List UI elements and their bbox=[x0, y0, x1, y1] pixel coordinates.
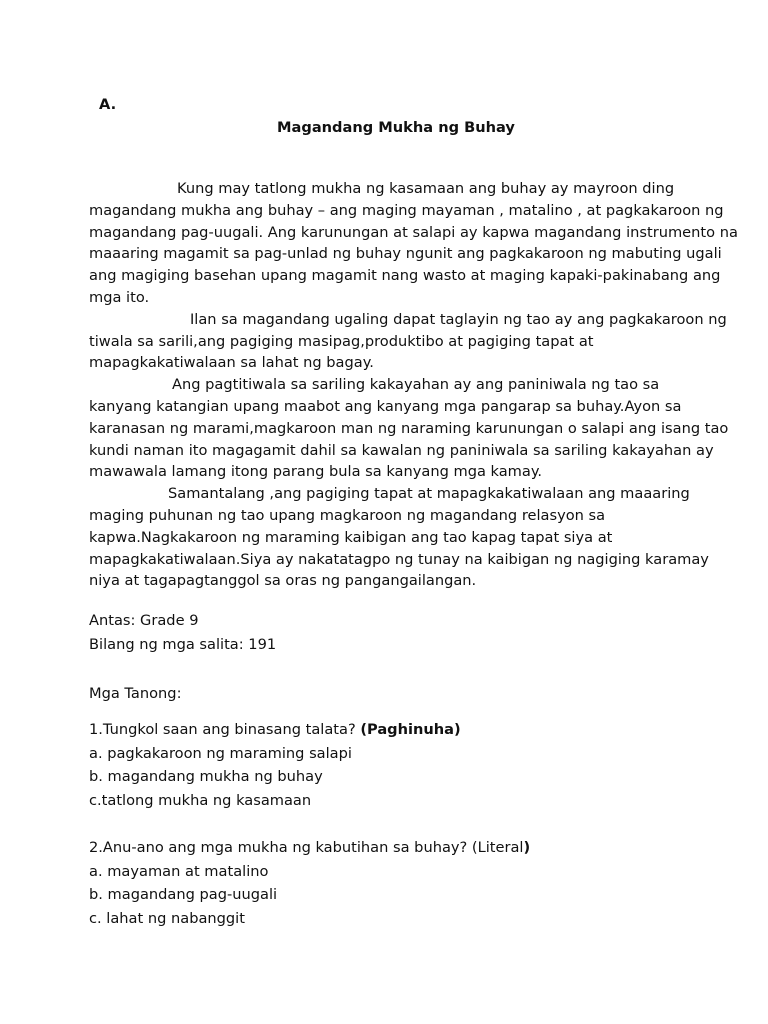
passage-line: maaaring magamit sa pag-unlad ng buhay ngunit ang pagkakaroon ng mabuting ugali bbox=[89, 245, 722, 263]
reading-passage bbox=[89, 178, 738, 592]
passage-meta bbox=[89, 609, 276, 656]
choice-item: a. mayaman at matalino bbox=[89, 862, 269, 880]
question-text: 2.Anu-ano ang mga mukha ng kabutihan sa buhay? (Literal) bbox=[89, 839, 531, 856]
passage-line: kundi naman ito magagamit dahil sa kawalan ng paniniwala sa sariling kakayahan ay bbox=[89, 441, 714, 459]
word-count: Bilang ng mga salita: 191 bbox=[89, 635, 277, 653]
passage-line: niya at tagapagtanggol sa oras ng pangangailangan. bbox=[89, 572, 477, 590]
passage-line: mga ito. bbox=[89, 288, 150, 306]
section-letter: A. bbox=[99, 96, 117, 113]
passage-line: magandang mukha ang buhay – ang maging mayaman , matalino , at pagkakaroon ng bbox=[89, 201, 724, 219]
document-title: Magandang Mukha ng Buhay bbox=[277, 119, 515, 136]
passage-line: mapagkakatiwalaan sa lahat ng bagay. bbox=[89, 354, 374, 372]
passage-line: Samantalang ,ang pagiging tapat at mapagkakatiwalaan ang maaaring bbox=[168, 485, 690, 503]
choice-item: c.tatlong mukha ng kasamaan bbox=[89, 791, 312, 809]
passage-line: Ang pagtitiwala sa sariling kakayahan ay ang paniniwala ng tao sa bbox=[172, 376, 660, 394]
passage-line: magandang pag-uugali. Ang karunungan at salapi ay kapwa magandang instrumento na bbox=[89, 223, 738, 241]
question-skill-tag: ) bbox=[523, 839, 531, 856]
passage-line: kapwa.Nagkakaroon ng maraming kaibigan ang tao kapag tapat siya at bbox=[89, 528, 613, 546]
passage-line: ang magiging basehan upang magamit nang wasto at maging kapaki-pakinabang ang bbox=[89, 267, 721, 285]
passage-line: Ilan sa magandang ugaling dapat taglayin ng tao ay ang pagkakaroon ng bbox=[190, 310, 727, 328]
choice-item: b. magandang mukha ng buhay bbox=[89, 768, 323, 785]
choice-item: c. lahat ng nabanggit bbox=[89, 909, 245, 927]
passage-line: kanyang katangian upang maabot ang kanyang mga pangarap sa buhay.Ayon sa bbox=[89, 397, 682, 415]
passage-line: mawawala lamang itong parang bula sa kanyang mga kamay. bbox=[89, 463, 543, 481]
passage-line: Kung may tatlong mukha ng kasamaan ang buhay ay mayroon ding bbox=[177, 180, 675, 197]
question-text: 1.Tungkol saan ang binasang talata? (Paghinuha) bbox=[89, 721, 461, 738]
passage-line: tiwala sa sarili,ang pagiging masipag,produktibo at pagiging tapat at bbox=[89, 332, 594, 350]
question-skill-tag: (Paghinuha) bbox=[360, 721, 461, 738]
choice-item: a. pagkakaroon ng maraming salapi bbox=[89, 744, 352, 762]
question-1 bbox=[89, 718, 461, 812]
passage-line: mapagkakatiwalaan.Siya ay nakatatagpo ng tunay na kaibigan ng nagiging karamay bbox=[89, 550, 709, 568]
passage-line: maging puhunan ng tao upang magkaroon ng magandang relasyon sa bbox=[89, 506, 606, 524]
question-2 bbox=[89, 836, 530, 930]
grade-level: Antas: Grade 9 bbox=[89, 612, 199, 629]
choice-item: b. magandang pag-uugali bbox=[89, 886, 278, 903]
questions-heading: Mga Tanong: bbox=[89, 685, 182, 702]
passage-line: karanasan ng marami,magkaroon man ng naraming karunungan o salapi ang isang tao bbox=[89, 419, 729, 437]
